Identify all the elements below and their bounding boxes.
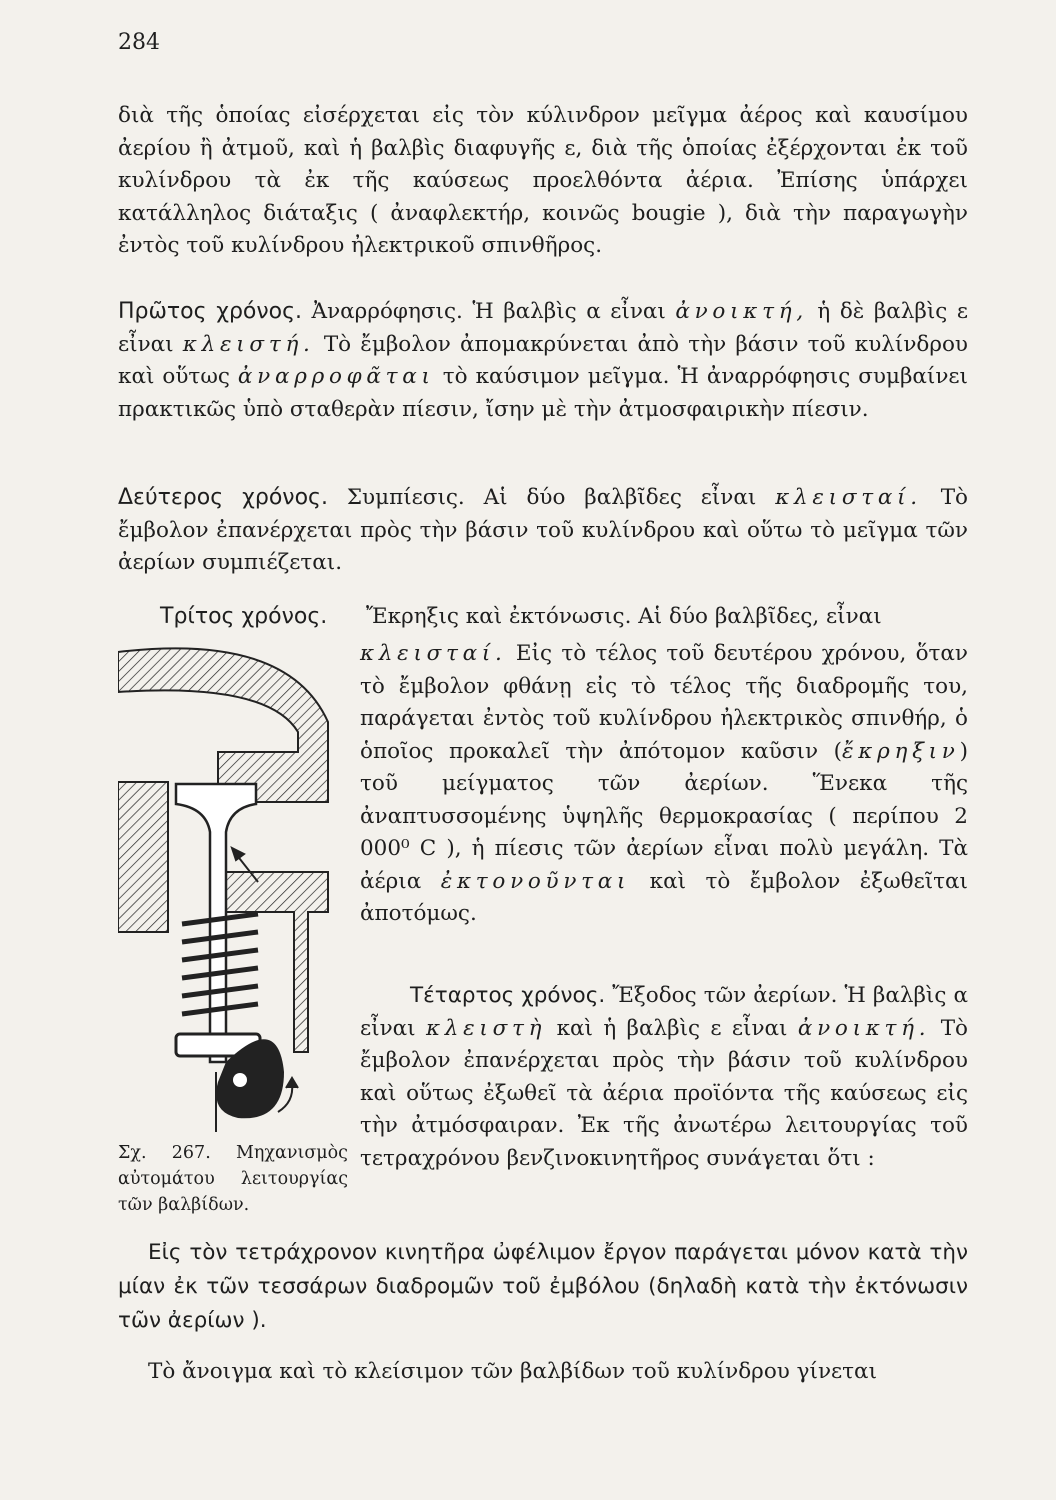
third-stroke-text-3: καὶ τὸ ἔμβολον ἐξωθεῖται ἀποτόμως. bbox=[360, 868, 968, 926]
second-stroke-paragraph bbox=[118, 482, 968, 580]
fourth-stroke-emph-1: κλειστὴ bbox=[425, 1015, 547, 1041]
fourth-stroke-text-3: Τὸ ἔμβολον ἐπανέρχεται πρὸς τὴν βάσιν τοῦ κυλίνδρου καὶ οὕτως ἐξωθεῖ τὰ ἀέρια προϊόντα τῆς καύσεως εἰς τὴν ἀτμόσφαιραν. Ἐκ τῆς ἀνωτέρω λειτουργίας τοῦ τετραχρόνου βενζινοκινητῆρος συνάγεται ὅτι : bbox=[360, 1015, 969, 1171]
first-stroke-title: Πρῶτος χρόνος. bbox=[118, 299, 303, 324]
third-stroke-first-line: Ἔκρηξις καὶ ἐκτόνωσις. Αἱ δύο βαλβῖδες, εἶναι bbox=[366, 604, 882, 629]
first-stroke-text-3: Τὸ ἔμβολον ἀπομακρύνεται ἀπὸ τὴν βάσιν τοῦ κυλίνδρου καὶ οὕτως bbox=[118, 331, 968, 389]
fourth-stroke-text-1: Ἔξοδος τῶν ἀερίων. Ἡ βαλβὶς α εἶναι bbox=[360, 983, 968, 1041]
third-stroke-title: Τρίτος χρόνος. bbox=[160, 604, 328, 629]
first-stroke-text-4: τὸ καύσιμον μεῖγμα. Ἡ ἀναρρόφησις συμβαίνει πρακτικῶς ὑπὸ σταθερὰν πίεσιν, ἴσην μὲ τὴν ἀτμοσφαιρικὴν πίεσιν. bbox=[118, 364, 968, 422]
third-stroke-emph-1: κλεισταί. bbox=[360, 641, 507, 666]
fourth-stroke-emph-2: ἀνοικτή. bbox=[797, 1015, 931, 1041]
third-stroke-emph-3: ἐκτονοῦνται bbox=[440, 868, 631, 894]
first-stroke-emph-3: ἀναρροφᾶται bbox=[237, 364, 435, 389]
first-stroke-text-1: Ἀναρρόφησις. Ἡ βαλβὶς α εἶναι bbox=[302, 299, 676, 324]
summary-paragraph: Εἰς τὸν τετράχρονον κινητῆρα ὠφέλιμον ἔργον παράγεται μόνον κατὰ τὴν μίαν ἐκ τῶν τεσσάρων διαδρομῶν τοῦ ἐμβόλου (δηλαδὴ κατὰ τὴν ἐκτόνωσιν τῶν ἀερίων ). bbox=[118, 1240, 968, 1333]
second-stroke-emph-1: κλεισταί. bbox=[775, 485, 922, 510]
last-line: Τὸ ἄνοιγμα καὶ τὸ κλείσιμον τῶν βαλβίδων τοῦ κυλίνδρου γίνεται bbox=[148, 1359, 877, 1384]
first-stroke-emph-2: κλειστή. bbox=[182, 331, 315, 357]
cam-shaft bbox=[233, 1073, 247, 1087]
second-stroke-title: Δεύτερος χρόνος. bbox=[118, 485, 328, 510]
third-stroke-paragraph bbox=[360, 638, 968, 931]
fourth-stroke-title: Τέταρτος χρόνος. bbox=[410, 983, 606, 1008]
fourth-stroke-paragraph bbox=[360, 980, 968, 1175]
third-stroke-text-2: ) τοῦ μείγματος τῶν ἀερίων. Ἕνεκα τῆς ἀναπτυσσομένης ὑψηλῆς θερμοκρασίας ( περίπου 2 000⁰ C ), ἡ πίεσις τῶν ἀερίων εἶναι πολὺ μεγάλη. Τὰ ἀέρια bbox=[360, 738, 968, 894]
third-stroke-text-1: Εἰς τὸ τέλος τοῦ δευτέρου χρόνου, ὅταν τὸ ἔμβολον φθάνῃ εἰς τὸ τέλος τῆς διαδρομῆς του, παράγεται ἐντὸς τοῦ κυλίνδρου ἠλεκτρικὸς σπινθήρ, ὁ ὁποῖος προκαλεῖ τὴν ἀπότομον καῦσιν ( bbox=[360, 641, 968, 764]
second-stroke-text-1: Συμπίεσις. Αἱ δύο βαλβῖδες εἶναι bbox=[327, 485, 776, 510]
fourth-stroke-text-2: καὶ ἡ βαλβὶς ε εἶναι bbox=[546, 1015, 798, 1041]
page-number: 284 bbox=[118, 30, 160, 55]
valve-guide-block bbox=[218, 872, 328, 1052]
intro-paragraph: διὰ τῆς ὁποίας εἰσέρχεται εἰς τὸν κύλινδρον μεῖγμα ἀέρος καὶ καυσίμου ἀερίου ἢ ἀτμοῦ, καὶ ἡ βαλβὶς διαφυγῆς ε, διὰ τῆς ὁποίας ἐξέρχονται ἐκ τοῦ κυλίνδρου τὰ ἐκ τῆς καύσεως προελθόντα ἀέρια. Ἐπίσης ὑπάρχει κατάλληλος διάταξις ( ἀναφλεκτήρ, κοινῶς bougie ), διὰ τὴν παραγωγὴν ἐντὸς τοῦ κυλίνδρου ἠλεκτρικοῦ σπινθῆρος. bbox=[118, 103, 968, 258]
figure-caption: Σχ. 267. Μηχανισμὸς αὐτομάτου λειτουργίας τῶν βαλβίδων. bbox=[118, 1143, 348, 1215]
first-stroke-text-2: ἡ δὲ βαλβὶς ε εἶναι bbox=[118, 299, 968, 357]
cylinder-wall-left bbox=[118, 782, 168, 932]
third-stroke-emph-2: ἔκρηξιν bbox=[842, 738, 960, 764]
second-stroke-text-2: Τὸ ἔμβολον ἐπανέρχεται πρὸς τὴν βάσιν τοῦ κυλίνδρου καὶ οὕτω τὸ μεῖγμα τῶν ἀερίων συμπιέζεται. bbox=[118, 485, 968, 575]
valve-mechanism-figure bbox=[118, 632, 354, 1152]
first-stroke-emph-1: ἀνοικτή, bbox=[675, 299, 808, 324]
cylinder-head bbox=[118, 648, 328, 802]
first-stroke-paragraph bbox=[118, 296, 968, 426]
